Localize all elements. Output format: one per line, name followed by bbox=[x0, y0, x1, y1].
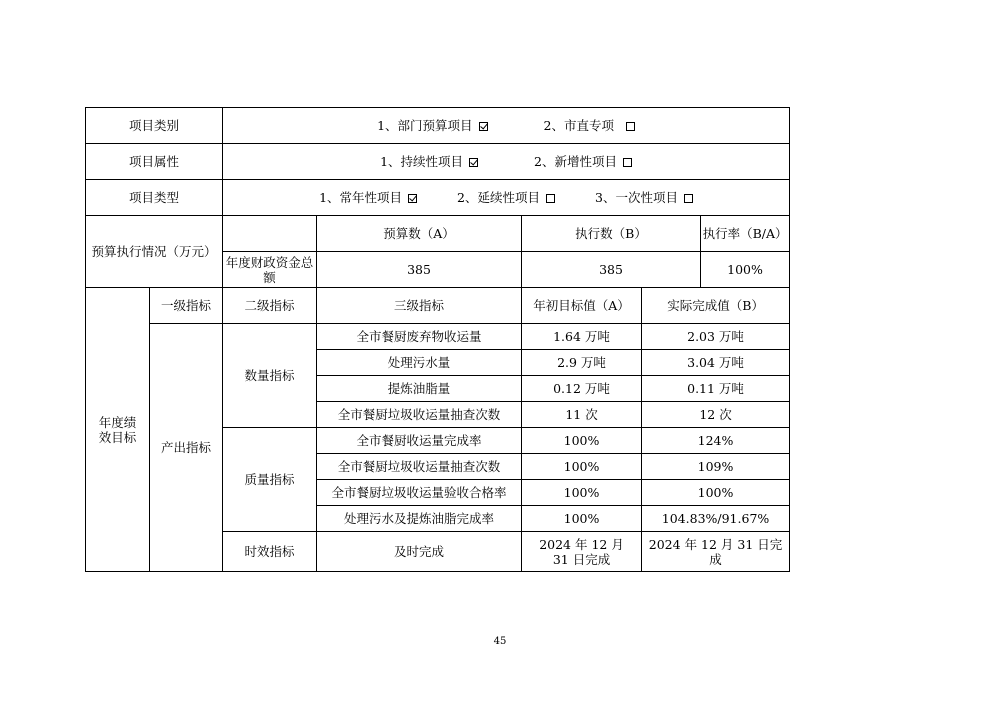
project-category-row bbox=[86, 108, 790, 144]
indicator-target: 100% bbox=[522, 480, 642, 506]
budget-amount-value: 385 bbox=[317, 252, 522, 288]
indicator-target: 1.64 万吨 bbox=[522, 324, 642, 350]
unchecked-box-icon bbox=[684, 194, 693, 203]
option-continuing-project: 1、持续性项目 bbox=[380, 154, 478, 169]
indicator-actual: 0.11 万吨 bbox=[642, 376, 790, 402]
quantity-indicator-label: 数量指标 bbox=[223, 324, 317, 428]
project-attribute-options bbox=[223, 144, 790, 180]
indicator-actual: 100% bbox=[642, 480, 790, 506]
executed-amount-header: 执行数（B） bbox=[522, 216, 701, 251]
indicator-target: 11 次 bbox=[522, 402, 642, 428]
level2-header: 二级指标 bbox=[223, 288, 317, 324]
option-department-budget: 1、部门预算项目 bbox=[377, 118, 487, 133]
performance-header-row bbox=[86, 288, 790, 324]
project-type-label: 项目类型 bbox=[86, 180, 223, 216]
option-one-time-project: 3、一次性项目 bbox=[595, 190, 693, 205]
indicator-name: 处理污水及提炼油脂完成率 bbox=[317, 506, 522, 532]
indicator-actual: 2024 年 12 月 31 日完成 bbox=[642, 532, 790, 572]
project-attribute-label: 项目属性 bbox=[86, 144, 223, 180]
checked-box-icon bbox=[469, 158, 478, 167]
indicator-target: 100% bbox=[522, 428, 642, 454]
actual-header: 实际完成值（B） bbox=[642, 288, 790, 324]
indicator-actual: 124% bbox=[642, 428, 790, 454]
indicator-target: 0.12 万吨 bbox=[522, 376, 642, 402]
level1-header: 一级指标 bbox=[150, 288, 223, 324]
indicator-name: 全市餐厨垃圾收运量抽查次数 bbox=[317, 454, 522, 480]
project-category-label: 项目类别 bbox=[86, 108, 223, 144]
project-type-options bbox=[223, 180, 790, 216]
executed-amount-value: 385 bbox=[522, 252, 701, 287]
annual-performance-label: 年度绩效目标 bbox=[86, 288, 150, 572]
annual-fund-total-label: 年度财政资金总额 bbox=[223, 252, 317, 288]
project-category-options bbox=[223, 108, 790, 144]
budget-amount-header: 预算数（A） bbox=[317, 216, 522, 252]
indicator-actual: 109% bbox=[642, 454, 790, 480]
indicator-actual: 104.83%/91.67% bbox=[642, 506, 790, 532]
indicator-actual: 12 次 bbox=[642, 402, 790, 428]
indicator-actual: 3.04 万吨 bbox=[642, 350, 790, 376]
indicator-actual: 2.03 万吨 bbox=[642, 324, 790, 350]
indicator-name: 提炼油脂量 bbox=[317, 376, 522, 402]
table-row bbox=[86, 324, 790, 350]
project-type-row bbox=[86, 180, 790, 216]
indicator-target: 100% bbox=[522, 506, 642, 532]
project-performance-table bbox=[85, 107, 790, 572]
indicator-target: 2024 年 12 月 31 日完成 bbox=[522, 532, 642, 572]
option-new-project: 2、新增性项目 bbox=[534, 154, 632, 169]
unchecked-box-icon bbox=[546, 194, 555, 203]
option-city-special: 2、市直专项 bbox=[544, 118, 635, 133]
checked-box-icon bbox=[408, 194, 417, 203]
indicator-name: 及时完成 bbox=[317, 532, 522, 572]
indicator-target: 2.9 万吨 bbox=[522, 350, 642, 376]
indicator-name: 处理污水量 bbox=[317, 350, 522, 376]
indicator-name: 全市餐厨收运量完成率 bbox=[317, 428, 522, 454]
timeliness-indicator-label: 时效指标 bbox=[223, 532, 317, 572]
option-recurring-project: 1、常年性项目 bbox=[319, 190, 417, 205]
budget-header-row bbox=[86, 216, 790, 252]
option-extended-project: 2、延续性项目 bbox=[457, 190, 555, 205]
unchecked-box-icon bbox=[623, 158, 632, 167]
indicator-name: 全市餐厨垃圾收运量抽查次数 bbox=[317, 402, 522, 428]
project-attribute-row bbox=[86, 144, 790, 180]
checked-box-icon bbox=[479, 122, 488, 131]
quality-indicator-label: 质量指标 bbox=[223, 428, 317, 532]
execution-rate-value: 100% bbox=[727, 262, 763, 277]
budget-execution-label: 预算执行情况（万元） bbox=[86, 216, 223, 288]
indicator-name: 全市餐厨垃圾收运量验收合格率 bbox=[317, 480, 522, 506]
target-header: 年初目标值（A） bbox=[522, 288, 642, 324]
execution-rate-header: 执行率（B/A） bbox=[702, 226, 788, 241]
budget-header-blank bbox=[223, 216, 317, 252]
output-indicator-label: 产出指标 bbox=[150, 324, 223, 572]
indicator-target: 100% bbox=[522, 454, 642, 480]
indicator-name: 全市餐厨废弃物收运量 bbox=[317, 324, 522, 350]
level3-header: 三级指标 bbox=[317, 288, 522, 324]
unchecked-box-icon bbox=[626, 122, 635, 131]
page-number: 45 bbox=[493, 636, 507, 647]
